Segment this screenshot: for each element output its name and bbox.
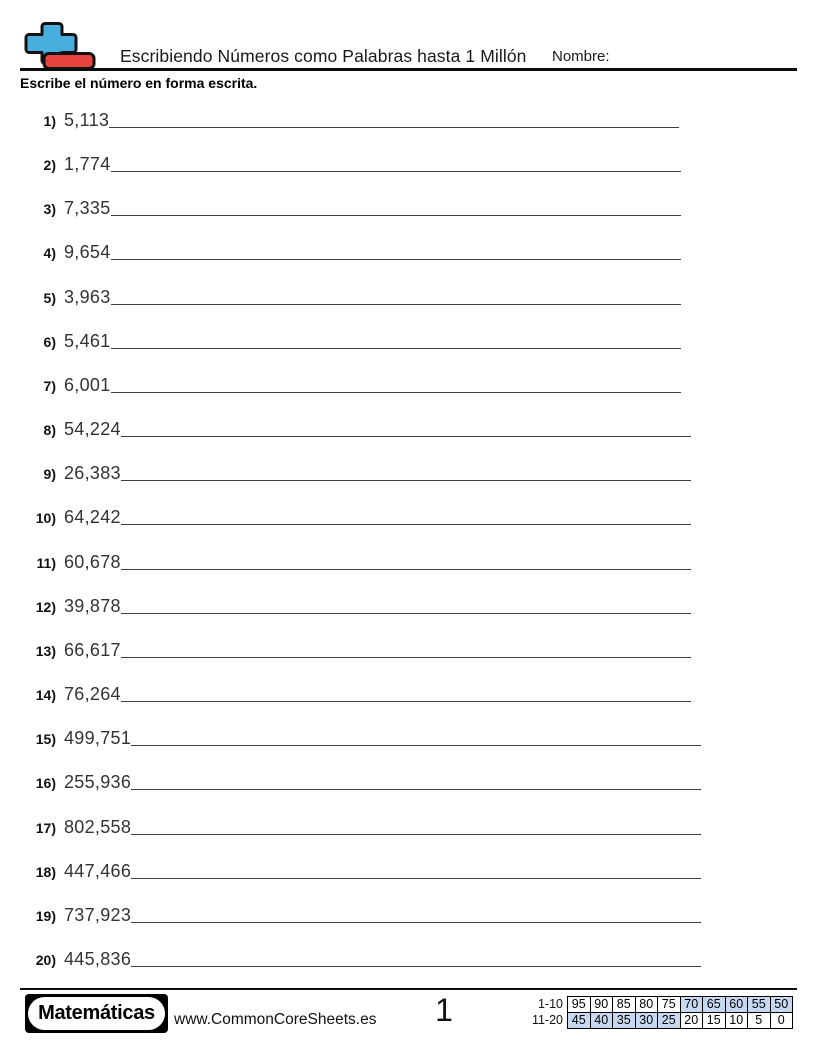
score-cell: 85 (612, 996, 636, 1013)
score-cell: 75 (657, 996, 681, 1013)
problem-number: 8) (43, 422, 56, 439)
score-cell: 35 (612, 1012, 636, 1029)
problem-row (20, 457, 691, 501)
problem-row (20, 148, 681, 192)
score-cell: 95 (567, 996, 591, 1013)
problem-value: 6,001 (64, 374, 111, 395)
score-cell: 70 (680, 996, 704, 1013)
score-cell: 40 (590, 1012, 614, 1029)
answer-blank[interactable] (121, 644, 691, 658)
problem-number: 17) (35, 819, 56, 836)
problem-number: 12) (35, 598, 56, 615)
problem-value: 54,224 (64, 419, 121, 440)
problem-row (20, 678, 691, 722)
score-cell: 0 (770, 1012, 794, 1029)
problem-number: 14) (35, 687, 56, 704)
score-cell: 30 (635, 1012, 659, 1029)
score-range-label: 11-20 (531, 1013, 563, 1027)
problem-row (20, 501, 691, 545)
score-range-label: 1-10 (537, 997, 563, 1011)
problem-value: 5,113 (64, 110, 110, 130)
answer-blank[interactable] (131, 776, 701, 790)
answer-blank[interactable] (131, 821, 701, 835)
score-cell: 45 (567, 1012, 591, 1029)
problem-value: 7,335 (64, 198, 111, 219)
problem-row (20, 281, 681, 325)
score-row (524, 996, 793, 1013)
problem-number: 19) (35, 907, 56, 924)
instruction-text: Escribe el número en forma escrita. (20, 75, 258, 91)
answer-blank[interactable] (111, 202, 681, 216)
problem-number: 6) (43, 333, 56, 350)
problem-number: 10) (35, 510, 56, 527)
answer-blank[interactable] (109, 114, 679, 128)
problem-number: 13) (35, 642, 56, 659)
problem-row (20, 590, 691, 634)
score-cell: 15 (702, 1012, 726, 1029)
problem-value: 3,963 (64, 286, 111, 307)
problem-number: 9) (43, 466, 56, 483)
answer-blank[interactable] (111, 335, 681, 349)
website-link[interactable]: www.CommonCoreSheets.es (174, 1011, 377, 1028)
problem-row (20, 325, 681, 369)
brand-badge (25, 994, 168, 1033)
logo-minus-shape (44, 54, 94, 69)
problem-row (20, 634, 691, 678)
answer-blank[interactable] (131, 953, 701, 967)
answer-blank[interactable] (121, 467, 691, 481)
problem-row (20, 899, 701, 943)
problem-number: 7) (43, 377, 56, 394)
answer-blank[interactable] (121, 511, 691, 525)
problem-value: 9,654 (64, 242, 111, 263)
score-cell: 80 (635, 996, 659, 1013)
score-cell: 55 (747, 996, 771, 1013)
problem-number: 5) (43, 289, 56, 306)
answer-blank[interactable] (121, 423, 691, 437)
page-title: Escribiendo Números como Palabras hasta 1 Millón (120, 46, 527, 66)
score-cell: 90 (590, 996, 614, 1013)
plus-minus-logo-icon (24, 20, 98, 73)
problem-row (20, 369, 681, 413)
answer-blank[interactable] (131, 732, 701, 746)
problem-number: 18) (35, 863, 56, 880)
score-cell: 60 (725, 996, 749, 1013)
problem-value: 5,461 (64, 330, 111, 351)
problem-value: 26,383 (64, 463, 121, 484)
problem-row (20, 766, 701, 810)
score-cell: 65 (702, 996, 726, 1013)
problem-value: 60,678 (64, 551, 121, 572)
problem-value: 499,751 (64, 728, 132, 749)
problem-number: 1) (43, 113, 56, 129)
problem-row (20, 722, 701, 766)
problem-row (20, 943, 701, 987)
page-number: 1 (435, 992, 453, 1028)
problem-row (20, 855, 701, 899)
score-cell: 50 (770, 996, 794, 1013)
score-cell: 20 (680, 1012, 704, 1029)
name-label: Nombre: (552, 48, 610, 65)
header-divider (20, 68, 797, 71)
problem-number: 3) (43, 201, 56, 218)
problem-row (20, 413, 691, 457)
problem-number: 15) (35, 731, 56, 748)
problem-number: 16) (35, 775, 56, 792)
problem-value: 64,242 (64, 507, 121, 528)
footer-divider (20, 988, 797, 990)
problem-number: 20) (35, 952, 56, 969)
score-cell: 5 (747, 1012, 771, 1029)
problem-number: 11) (36, 554, 56, 571)
problem-number: 4) (43, 245, 56, 262)
problem-value: 737,923 (64, 904, 132, 925)
score-cell: 25 (657, 1012, 681, 1029)
problem-row (20, 192, 681, 236)
problem-row (20, 546, 691, 590)
answer-blank[interactable] (131, 865, 701, 879)
answer-blank[interactable] (111, 291, 681, 305)
answer-blank[interactable] (111, 158, 681, 172)
answer-blank[interactable] (111, 246, 681, 260)
problem-value: 76,264 (64, 684, 121, 705)
score-cell: 10 (725, 1012, 749, 1029)
answer-blank[interactable] (121, 556, 691, 570)
score-table (524, 996, 793, 1029)
answer-blank[interactable] (121, 600, 691, 614)
answer-blank[interactable] (131, 909, 701, 923)
score-row (524, 1012, 793, 1029)
problem-value: 445,836 (64, 949, 132, 970)
problem-row (20, 811, 701, 855)
problem-value: 802,558 (64, 816, 132, 837)
answer-blank[interactable] (111, 379, 681, 393)
problem-number: 2) (43, 157, 56, 174)
problem-value: 39,878 (64, 595, 121, 616)
problem-value: 447,466 (64, 860, 132, 881)
problem-value: 255,936 (64, 772, 132, 793)
problem-value: 1,774 (64, 154, 111, 175)
problem-row (20, 236, 681, 280)
brand-label: Matemáticas (28, 997, 165, 1030)
answer-blank[interactable] (121, 688, 691, 702)
problem-row (20, 104, 679, 148)
problem-value: 66,617 (64, 639, 121, 660)
